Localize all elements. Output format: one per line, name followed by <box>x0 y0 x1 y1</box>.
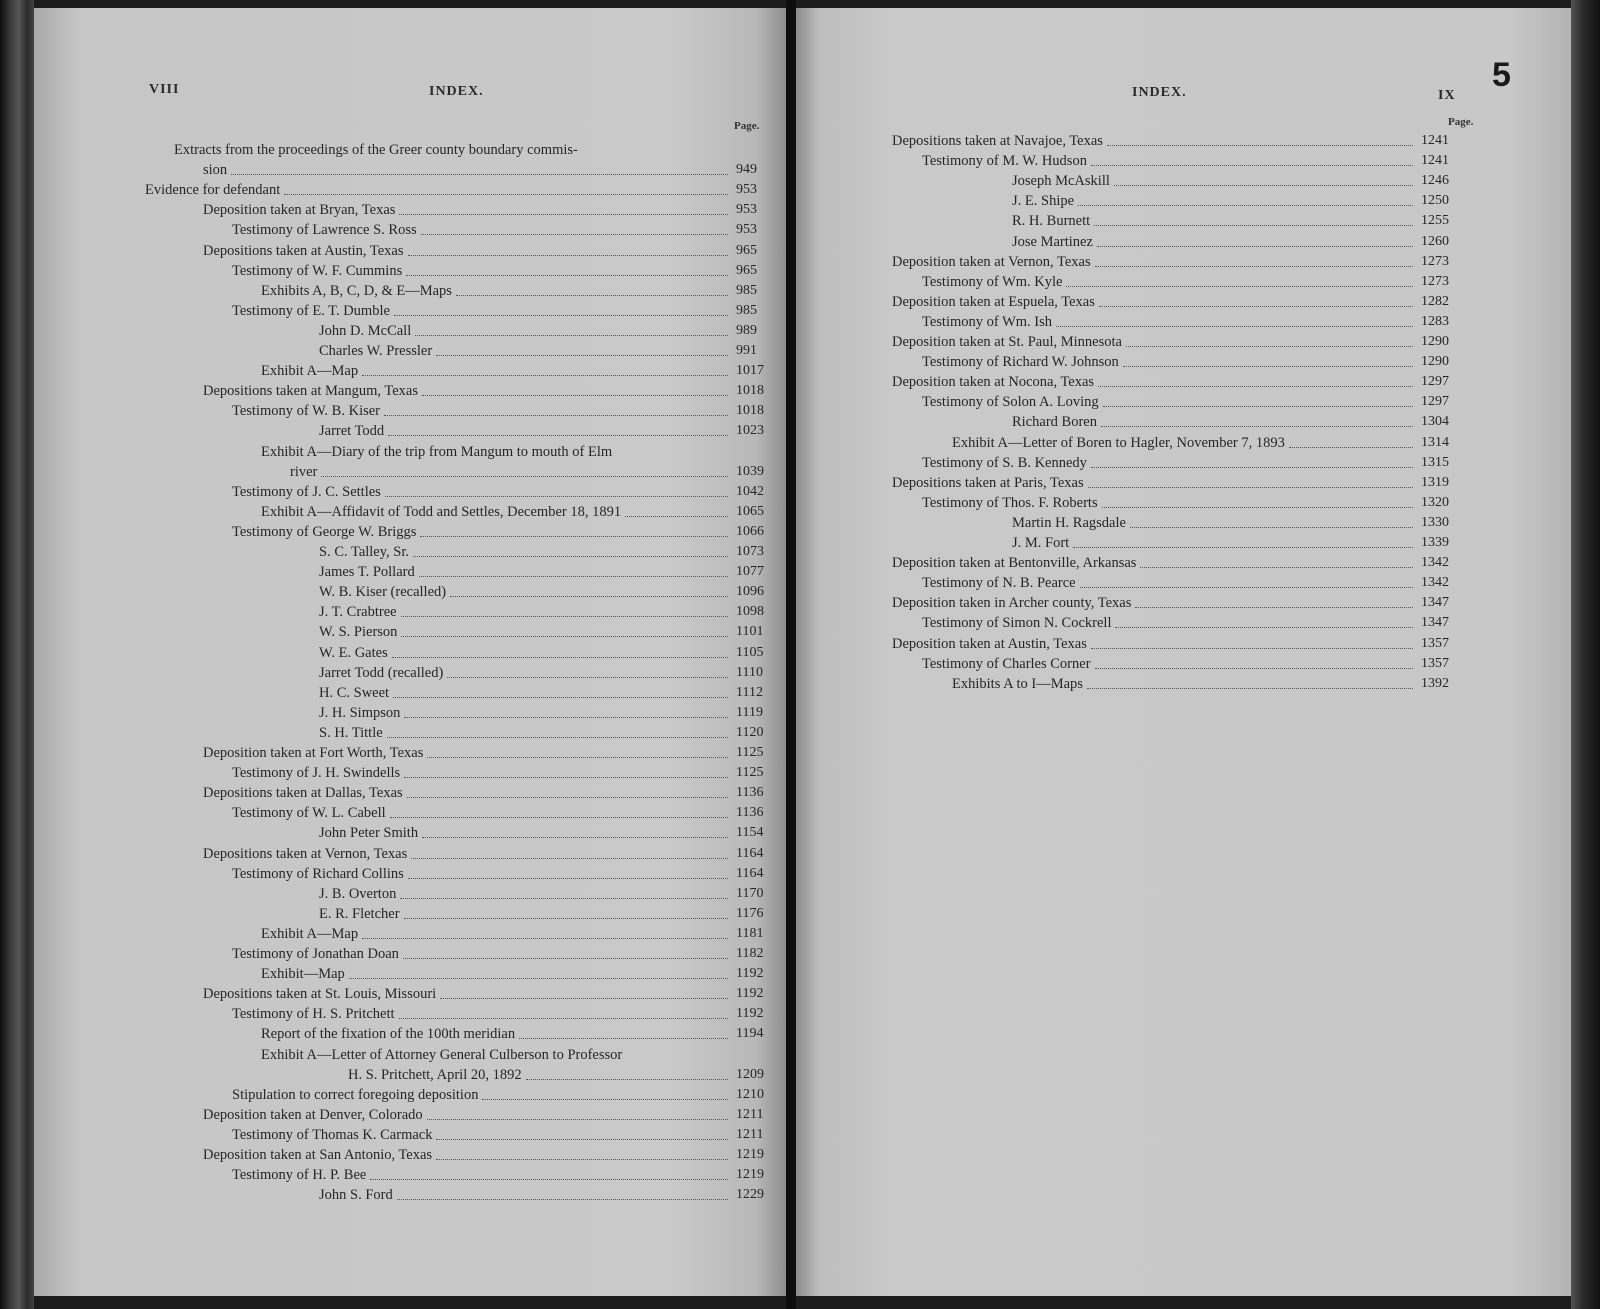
page-number: 1347 <box>1421 615 1449 631</box>
right-page-title: INDEX. <box>1132 85 1187 100</box>
index-entry: Deposition taken at Fort Worth, Texas <box>203 745 424 761</box>
dot-leader <box>399 214 728 215</box>
page-number: 1347 <box>1421 595 1449 611</box>
left-index-list <box>34 8 786 1296</box>
dot-leader <box>1115 627 1413 628</box>
page-number: 1181 <box>736 925 764 941</box>
index-entry: Testimony of H. P. Bee <box>232 1167 367 1184</box>
index-entry: Charles W. Pressler <box>319 343 433 359</box>
page-number: 1192 <box>736 966 764 982</box>
dot-leader <box>408 878 728 879</box>
page-number: 1164 <box>736 865 764 881</box>
page-number: 953 <box>736 182 757 198</box>
dot-leader <box>413 556 728 557</box>
index-entry: W. S. Pierson <box>319 624 398 641</box>
index-entry: sion <box>203 162 228 179</box>
index-entry: Depositions taken at St. Louis, Missouri <box>203 986 437 1003</box>
index-entry: W. B. Kiser (recalled) <box>319 584 447 601</box>
index-entry: Jose Martinez <box>1012 233 1093 250</box>
index-entry: Deposition taken at Denver, Colorado <box>203 1106 423 1123</box>
page-number: 1290 <box>1421 354 1449 370</box>
dot-leader <box>407 797 728 798</box>
page-number: 1125 <box>736 745 764 760</box>
dot-leader <box>1094 225 1413 226</box>
dot-leader <box>447 677 728 678</box>
index-entry: Testimony of Thomas K. Carmack <box>232 1126 433 1143</box>
index-entry: Testimony of George W. Briggs <box>232 523 417 540</box>
page-number: 1273 <box>1421 253 1449 269</box>
index-entry: Jarret Todd <box>319 423 385 440</box>
page-number: 965 <box>736 242 757 258</box>
dot-leader <box>1126 346 1413 347</box>
page-number: 1125 <box>736 765 764 781</box>
page-number: 1392 <box>1421 675 1449 691</box>
dot-leader <box>1130 527 1413 528</box>
index-entry: E. R. Fletcher <box>319 905 400 922</box>
page-number: 1098 <box>736 604 764 620</box>
index-entry: Extracts from the proceedings of the Greer county boundary commis- <box>174 142 578 158</box>
page-number: 1219 <box>736 1167 764 1183</box>
page-number: 1039 <box>736 463 764 479</box>
left-page-column-label: Page. <box>734 120 760 132</box>
page-number: 1290 <box>1421 334 1449 349</box>
page-number: 949 <box>736 162 757 178</box>
index-entry: Exhibit A—Letter of Boren to Hagler, November 7, 1893 <box>952 434 1285 451</box>
index-entry: Testimony of Simon N. Cockrell <box>922 615 1112 632</box>
dot-leader <box>384 415 728 416</box>
dot-leader <box>1289 447 1413 448</box>
index-entry: Martin H. Ragsdale <box>1012 514 1126 531</box>
page-number: 1101 <box>736 624 764 640</box>
page-number: 1211 <box>736 1126 764 1142</box>
index-entry: Testimony of Lawrence S. Ross <box>232 222 417 239</box>
page-number: 1241 <box>1421 133 1449 148</box>
dot-leader <box>420 536 728 537</box>
index-entry: H. S. Pritchett, April 20, 1892 <box>348 1066 522 1083</box>
index-entry: Stipulation to correct foregoing deposition <box>232 1086 479 1103</box>
index-entry: Deposition taken at Nocona, Texas <box>892 374 1095 391</box>
dot-leader <box>625 516 728 517</box>
dot-leader <box>1107 145 1413 146</box>
page-number: 1112 <box>736 684 763 700</box>
page-number: 1339 <box>1421 535 1449 550</box>
page-number: 1342 <box>1421 555 1449 571</box>
index-entry: Exhibit A—Affidavit of Todd and Settles, December 18, 1891 <box>261 503 622 520</box>
page-number: 1246 <box>1421 173 1449 189</box>
index-entry: Testimony of W. L. Cabell <box>232 805 386 822</box>
page-number: 1273 <box>1421 273 1449 289</box>
index-entry: Deposition taken at St. Paul, Minnesota <box>892 334 1122 350</box>
dot-leader <box>1088 487 1413 488</box>
dot-leader <box>321 476 728 477</box>
page-number: 1357 <box>1421 655 1449 671</box>
index-entry: Testimony of W. F. Cummins <box>232 262 403 279</box>
index-entry: Testimony of J. H. Swindells <box>232 765 401 782</box>
dot-leader <box>400 898 728 899</box>
index-entry: Testimony of Charles Corner <box>922 655 1091 672</box>
page-number: 1250 <box>1421 193 1449 209</box>
page-number: 1018 <box>736 403 764 419</box>
index-entry: Deposition taken at Austin, Texas <box>892 635 1087 652</box>
dot-leader <box>482 1099 728 1100</box>
book-edge-left <box>0 0 34 1309</box>
index-entry: Depositions taken at Mangum, Texas <box>203 383 418 400</box>
dot-leader <box>1091 165 1413 166</box>
index-entry: Testimony of Richard W. Johnson <box>922 354 1119 371</box>
right-folio: IX <box>1438 88 1456 103</box>
page-number: 991 <box>736 343 757 358</box>
dot-leader <box>1103 406 1413 407</box>
dot-leader <box>1087 688 1413 689</box>
dot-leader <box>1078 205 1413 206</box>
dot-leader <box>404 777 728 778</box>
dot-leader <box>1140 567 1413 568</box>
page-number: 1342 <box>1421 575 1449 591</box>
index-entry: Deposition taken at Bentonville, Arkansas <box>892 555 1137 572</box>
dot-leader <box>406 275 728 276</box>
index-entry: Exhibits A to I—Maps <box>952 675 1083 692</box>
index-entry: Testimony of W. B. Kiser <box>232 403 381 420</box>
dot-leader <box>1135 607 1413 608</box>
page-number: 1110 <box>736 664 763 680</box>
dot-leader <box>401 636 728 637</box>
page-number: 1164 <box>736 845 764 861</box>
dot-leader <box>397 1199 728 1200</box>
page-number: 1023 <box>736 423 764 439</box>
page-number: 1077 <box>736 564 764 580</box>
page-number: 1182 <box>736 946 764 961</box>
page-number: 1042 <box>736 483 764 499</box>
dot-leader <box>1123 366 1413 367</box>
dot-leader <box>1098 386 1413 387</box>
index-entry: J. B. Overton <box>319 885 397 902</box>
page-number: 1154 <box>736 825 764 841</box>
dot-leader <box>1056 326 1413 327</box>
index-entry: Evidence for defendant <box>145 182 281 199</box>
index-entry: Exhibit—Map <box>261 966 345 983</box>
index-entry: Testimony of Richard Collins <box>232 865 404 882</box>
dot-leader <box>399 1018 728 1019</box>
page-number: 1073 <box>736 544 764 559</box>
dot-leader <box>526 1079 728 1080</box>
page-number: 1315 <box>1421 454 1449 470</box>
page-number: 953 <box>736 202 757 218</box>
left-page <box>34 8 786 1296</box>
page-number: 1119 <box>736 704 763 720</box>
dot-leader <box>231 174 728 175</box>
dot-leader <box>1114 185 1413 186</box>
dot-leader <box>370 1179 728 1180</box>
left-folio: VIII <box>149 82 180 97</box>
dot-leader <box>1066 286 1413 287</box>
page-number: 1136 <box>736 805 764 821</box>
page-number: 1320 <box>1421 494 1449 510</box>
dot-leader <box>427 757 728 758</box>
page-number: 1192 <box>736 1006 764 1022</box>
index-entry: Jarret Todd (recalled) <box>319 664 444 681</box>
left-page-title: INDEX. <box>429 84 484 99</box>
page-number: 1018 <box>736 383 764 399</box>
dot-leader <box>411 858 728 859</box>
page-number: 1017 <box>736 363 764 379</box>
dot-leader <box>394 315 728 316</box>
index-entry: James T. Pollard <box>319 564 415 581</box>
dot-leader <box>1099 306 1413 307</box>
dot-leader <box>401 616 728 617</box>
index-entry: Exhibit A—Diary of the trip from Mangum to mouth of Elm <box>261 443 613 460</box>
index-entry: Report of the fixation of the 100th meridian <box>261 1026 516 1043</box>
index-entry: Depositions taken at Paris, Texas <box>892 474 1084 491</box>
index-entry: Testimony of H. S. Pritchett <box>232 1006 395 1023</box>
dot-leader <box>440 998 728 999</box>
index-entry: Testimony of E. T. Dumble <box>232 302 390 319</box>
index-entry: Deposition taken at Bryan, Texas <box>203 202 396 219</box>
index-entry: Depositions taken at Austin, Texas <box>203 242 404 259</box>
index-entry: Depositions taken at Vernon, Texas <box>203 845 408 862</box>
index-entry: S. C. Talley, Sr. <box>319 544 410 560</box>
index-entry: Testimony of N. B. Pearce <box>922 575 1076 592</box>
right-page-column-label: Page. <box>1448 116 1474 128</box>
index-entry: J. E. Shipe <box>1012 193 1075 210</box>
page-number: 989 <box>736 322 757 338</box>
page-number: 1120 <box>736 724 764 740</box>
index-entry: Joseph McAskill <box>1012 173 1110 190</box>
index-entry: J. H. Simpson <box>319 704 401 721</box>
page-number: 1065 <box>736 503 764 519</box>
dot-leader <box>1091 467 1413 468</box>
dot-leader <box>385 496 728 497</box>
dot-leader <box>387 737 728 738</box>
index-entry: Exhibit A—Map <box>261 925 359 942</box>
index-entry: river <box>290 463 318 480</box>
page-number: 1314 <box>1421 434 1449 450</box>
page-number: 1255 <box>1421 213 1449 229</box>
index-entry: Testimony of Wm. Kyle <box>922 273 1063 290</box>
index-entry: Testimony of Jonathan Doan <box>232 946 399 962</box>
dot-leader <box>1095 668 1413 669</box>
dot-leader <box>422 837 728 838</box>
page-number: 1357 <box>1421 635 1449 651</box>
right-index-list <box>796 8 1571 1296</box>
index-entry: Exhibits A, B, C, D, & E—Maps <box>261 282 452 299</box>
page-number: 1105 <box>736 644 764 660</box>
corner-page-number: 5 <box>1492 56 1511 94</box>
page-number: 1211 <box>736 1106 764 1122</box>
page-number: 1170 <box>736 885 764 901</box>
index-entry: Testimony of Solon A. Loving <box>922 394 1099 411</box>
index-entry: Testimony of J. C. Settles <box>232 483 381 500</box>
page-number: 1304 <box>1421 414 1449 430</box>
index-entry: Exhibit A—Map <box>261 363 359 380</box>
dot-leader <box>1073 547 1413 548</box>
dot-leader <box>456 295 728 296</box>
dot-leader <box>403 958 728 959</box>
book-gutter <box>786 0 796 1309</box>
page-number: 1297 <box>1421 374 1449 390</box>
right-page <box>796 8 1571 1296</box>
dot-leader <box>436 1159 728 1160</box>
dot-leader <box>436 1139 728 1140</box>
page-number: 1297 <box>1421 394 1449 410</box>
dot-leader <box>450 596 728 597</box>
index-entry: Richard Boren <box>1012 414 1097 431</box>
page-number: 1241 <box>1421 153 1449 169</box>
dot-leader <box>415 335 728 336</box>
page-number: 1209 <box>736 1066 764 1082</box>
index-entry: Testimony of Wm. Ish <box>922 313 1053 330</box>
page-number: 1192 <box>736 986 764 1002</box>
page-number: 1194 <box>736 1026 764 1042</box>
dot-leader <box>1080 587 1413 588</box>
dot-leader <box>362 375 728 376</box>
page-number: 965 <box>736 262 757 278</box>
dot-leader <box>392 657 728 658</box>
index-entry: Depositions taken at Dallas, Texas <box>203 785 403 802</box>
page-number: 1096 <box>736 584 764 600</box>
index-entry: John S. Ford <box>319 1187 393 1204</box>
dot-leader <box>519 1038 728 1039</box>
page-number: 1260 <box>1421 233 1449 249</box>
dot-leader <box>421 234 728 235</box>
page-number: 1066 <box>736 523 764 539</box>
dot-leader <box>362 938 728 939</box>
page-number: 1176 <box>736 905 764 921</box>
dot-leader <box>349 978 728 979</box>
dot-leader <box>1102 507 1413 508</box>
index-entry: Testimony of S. B. Kennedy <box>922 454 1087 471</box>
dot-leader <box>404 717 728 718</box>
index-entry: J. M. Fort <box>1012 535 1070 551</box>
dot-leader <box>422 395 728 396</box>
dot-leader <box>284 194 728 195</box>
index-entry: S. H. Tittle <box>319 724 383 741</box>
dot-leader <box>419 576 728 577</box>
index-entry: Testimony of M. W. Hudson <box>922 153 1087 170</box>
index-entry: Depositions taken at Navajoe, Texas <box>892 133 1103 149</box>
dot-leader <box>1095 266 1413 267</box>
index-entry: Deposition taken at Vernon, Texas <box>892 253 1091 270</box>
index-entry: Exhibit A—Letter of Attorney General Culberson to Professor <box>261 1046 623 1063</box>
index-entry: Deposition taken at Espuela, Texas <box>892 293 1095 310</box>
index-entry: J. T. Crabtree <box>319 604 397 621</box>
page-number: 1319 <box>1421 474 1449 490</box>
dot-leader <box>408 255 728 256</box>
page-number: 953 <box>736 222 757 238</box>
page-number: 1219 <box>736 1147 764 1162</box>
page-number: 1210 <box>736 1086 764 1102</box>
page-number: 985 <box>736 302 757 318</box>
page-number: 985 <box>736 282 757 298</box>
page-number: 1330 <box>1421 514 1449 530</box>
dot-leader <box>388 435 728 436</box>
index-entry: John Peter Smith <box>319 825 419 842</box>
index-entry: John D. McCall <box>319 322 412 339</box>
page-number: 1136 <box>736 785 764 801</box>
book-edge-right <box>1571 0 1600 1309</box>
dot-leader <box>393 697 728 698</box>
dot-leader <box>427 1119 728 1120</box>
index-entry: H. C. Sweet <box>319 684 390 701</box>
page-number: 1283 <box>1421 313 1449 329</box>
index-entry: Deposition taken in Archer county, Texas <box>892 595 1132 612</box>
dot-leader <box>1091 648 1413 649</box>
dot-leader <box>436 355 728 356</box>
index-entry: R. H. Burnett <box>1012 213 1091 230</box>
dot-leader <box>404 918 728 919</box>
dot-leader <box>390 817 728 818</box>
index-entry: Deposition taken at San Antonio, Texas <box>203 1147 433 1163</box>
index-entry: Testimony of Thos. F. Roberts <box>922 494 1098 511</box>
dot-leader <box>1101 426 1413 427</box>
page-number: 1229 <box>736 1187 764 1203</box>
index-entry: W. E. Gates <box>319 644 388 661</box>
dot-leader <box>1097 246 1413 247</box>
page-number: 1282 <box>1421 293 1449 309</box>
